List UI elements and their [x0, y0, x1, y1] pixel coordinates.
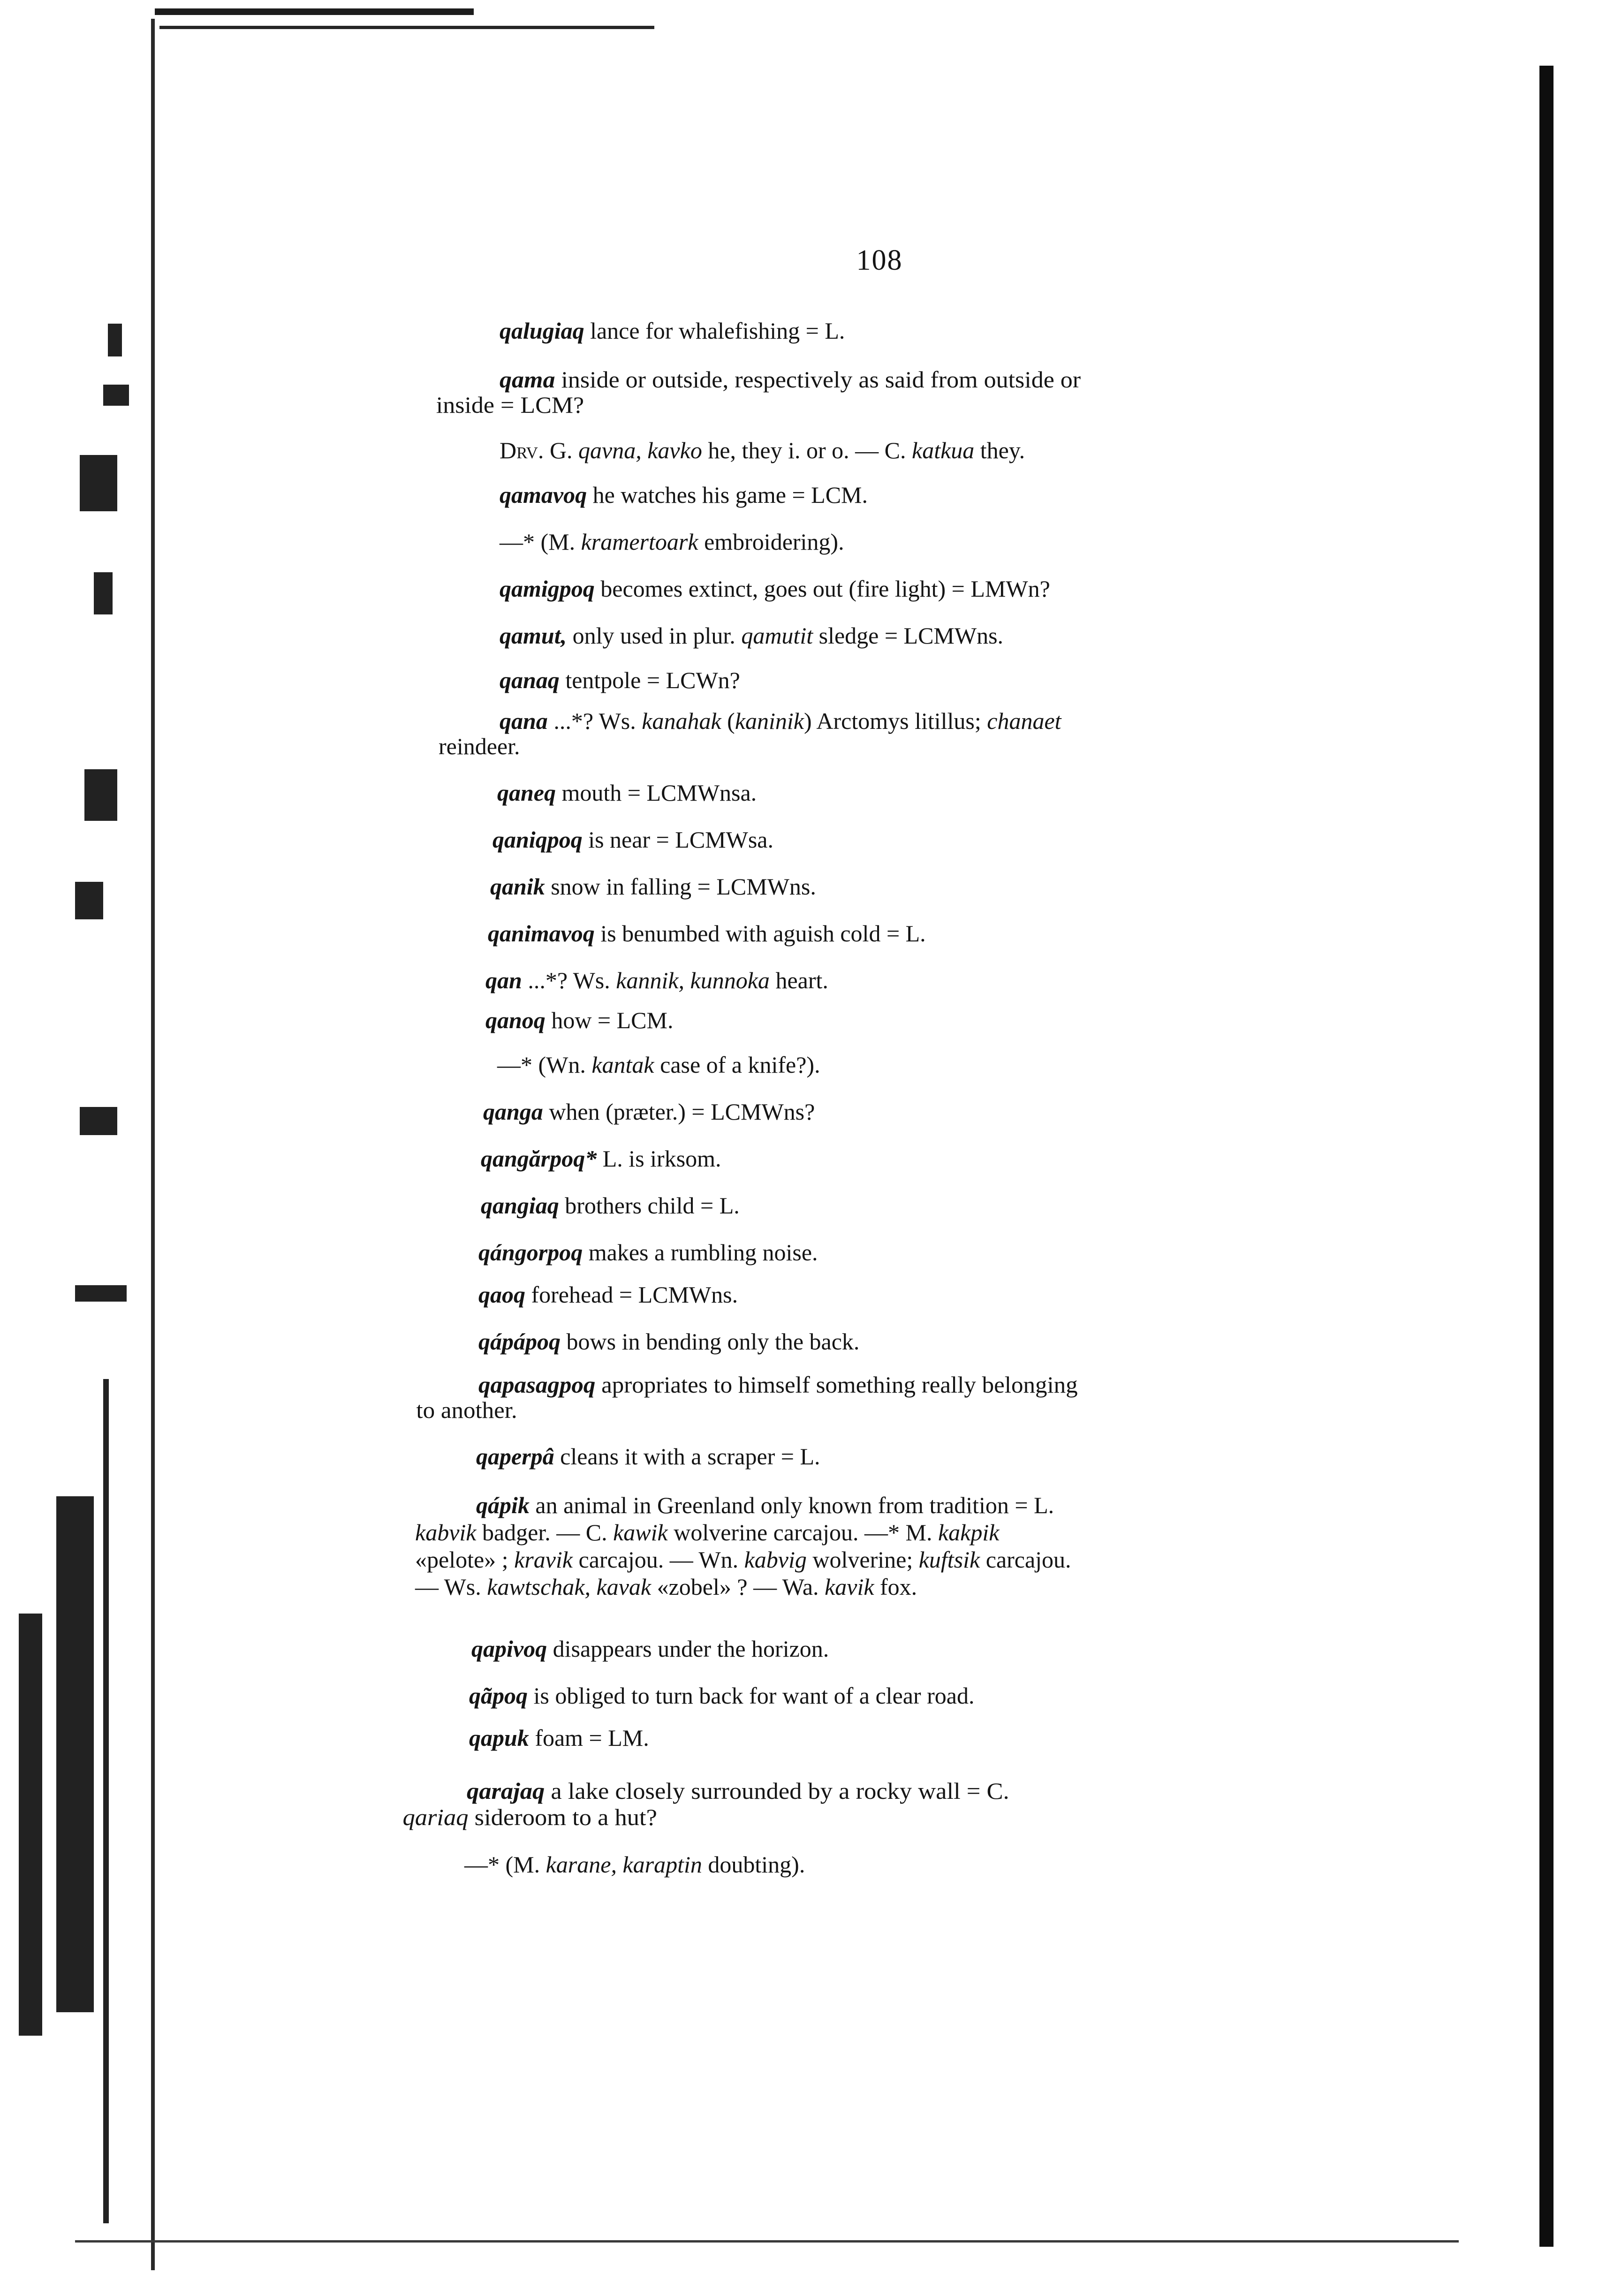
definition-line [415, 1546, 1071, 1573]
definition-continuation [403, 1804, 1009, 1830]
definition: carcajou. — Wn. [578, 1546, 739, 1573]
definition: cleans it with a scraper = L. [560, 1443, 820, 1470]
definition: carcajou. [985, 1546, 1071, 1573]
definition: ( [727, 708, 735, 734]
definition: sledge = LCMWns. [818, 622, 1004, 649]
entry-qapivoq [471, 1637, 829, 1660]
cognate-form: kabvig [744, 1546, 807, 1573]
entry-qanoq [485, 1008, 673, 1032]
entry-qapasagpoq [416, 1372, 1078, 1423]
headword: qángorpoq [478, 1239, 583, 1265]
definition: how = LCM. [551, 1007, 674, 1033]
cognate-form: kaninik [735, 708, 804, 734]
cognate-form: kannik, kunnoka [616, 967, 770, 993]
definition: is near = LCMWsa. [588, 826, 773, 853]
headword: qamigpoq [500, 576, 595, 602]
definition: disappears under the horizon. [553, 1636, 829, 1662]
cognate-form: qariaq [402, 1804, 469, 1830]
entry-qanimavoq [488, 922, 926, 945]
entry-qamavoq-note [500, 530, 844, 553]
definition: makes a rumbling noise. [588, 1239, 818, 1265]
entry-qarajaq-note [464, 1853, 805, 1876]
headword: qangărpoq* [481, 1145, 597, 1172]
binding-edge-marks [9, 19, 141, 2280]
entry-qamavoq [500, 483, 868, 507]
headword: qapuk [469, 1725, 529, 1751]
definition: tentpole = LCWn? [565, 667, 740, 693]
headword: qanik [490, 873, 545, 900]
headword: qanga [483, 1099, 543, 1125]
definition: sideroom to a hut? [474, 1804, 657, 1830]
entry-qamigpoq [500, 577, 1050, 600]
definition: heart. [775, 967, 828, 993]
definition: foam = LM. [535, 1725, 649, 1751]
headword: qápik [476, 1492, 530, 1518]
entry-qanik [490, 875, 816, 898]
entry-qamut [500, 624, 1003, 647]
scan-right-bar [1539, 66, 1553, 2247]
headword: qaniqpoq [493, 826, 583, 853]
definition: becomes extinct, goes out (fire light) = LMWn? [600, 576, 1050, 602]
cognate-form: kravik [514, 1546, 573, 1573]
cognate-form: kawtschak, kavak [487, 1574, 652, 1600]
entry-qanga [483, 1100, 815, 1123]
definition: ...*? Ws. [528, 967, 610, 993]
entry-qama-derivation [500, 439, 1025, 462]
definition: L. is irksom. [602, 1145, 721, 1172]
definition: mouth = LCMWnsa. [561, 780, 757, 806]
headword: qaneq [497, 780, 556, 806]
definition: brothers child = L. [565, 1192, 740, 1219]
entry-qapapoq [478, 1330, 859, 1353]
headword: qamut, [500, 622, 567, 649]
cognate-form: kuftsik [918, 1546, 980, 1573]
entry-qaoq [478, 1283, 738, 1306]
entry-qanoq-note [497, 1053, 820, 1076]
definition: lance for whalefishing = L. [590, 318, 845, 344]
definition: when (præter.) = LCMWns? [549, 1099, 815, 1125]
note-text: —* (M. [464, 1851, 540, 1878]
derivation-text: he, they i. or o. — C. [708, 437, 906, 463]
note-text: doubting). [708, 1851, 805, 1878]
headword: qãpoq [469, 1682, 528, 1709]
entry-qangarpoq [481, 1147, 721, 1170]
note-text: embroidering). [704, 529, 844, 555]
definition: wolverine; [812, 1546, 913, 1573]
definition-continuation: to another. [416, 1397, 517, 1423]
definition: inside or outside, respectively as said from outside or [561, 366, 1081, 393]
definition: is obliged to turn back for want of a clear road. [533, 1682, 975, 1709]
definition: fox. [880, 1574, 917, 1600]
headword: qarajaq [467, 1778, 545, 1804]
note-form: kramertoark [581, 529, 698, 555]
entry-qapuk [469, 1726, 649, 1750]
note-text: —* (Wn. [497, 1052, 586, 1078]
scan-frame-bottom [75, 2240, 1459, 2243]
page-number: 108 [856, 244, 903, 276]
scan-frame-top [155, 8, 474, 15]
entry-qama [436, 366, 1081, 418]
derivation-form: qavna, kavko [578, 437, 702, 463]
entry-qan [485, 969, 828, 992]
inflected-form: qamutit [741, 622, 813, 649]
definition: snow in falling = LCMWns. [551, 873, 816, 900]
cognate-form: chanaet [987, 708, 1061, 734]
entry-qapoq [469, 1684, 974, 1707]
entry-qaniqpoq [493, 828, 773, 851]
definition: forehead = LCMWns. [531, 1281, 738, 1308]
definition: he watches his game = LCM. [592, 482, 868, 508]
entry-qanaq [500, 668, 740, 692]
definition: is benumbed with aguish cold = L. [600, 920, 926, 947]
entry-qapik [415, 1492, 1071, 1600]
definition: bows in bending only the back. [566, 1328, 860, 1355]
headword: qangiaq [481, 1192, 559, 1219]
definition: — Ws. [415, 1574, 481, 1600]
definition: badger. — C. [482, 1519, 607, 1546]
definition-line [415, 1519, 1071, 1546]
entry-qaneq [497, 781, 757, 804]
headword: qalugiaq [500, 318, 584, 344]
cognate-form: kabvik [415, 1519, 477, 1546]
headword: qan [485, 967, 522, 993]
definition: «pelote» ; [415, 1546, 508, 1573]
derivation-form: katkua [912, 437, 975, 463]
definition: ) Arctomys litillus; [803, 708, 981, 734]
headword: qamavoq [500, 482, 587, 508]
note-form: kantak [591, 1052, 654, 1078]
headword: qana [500, 708, 548, 734]
cognate-form: kavik [825, 1574, 874, 1600]
derivation-label: Drv. [500, 437, 544, 463]
definition-continuation: reindeer. [439, 733, 520, 759]
entry-qana [439, 708, 1061, 759]
scan-frame-left [151, 19, 155, 2270]
entry-qangorpoq [478, 1241, 818, 1264]
entry-qarajaq [402, 1778, 1009, 1830]
derivation-text: they. [980, 437, 1025, 463]
headword: qanimavoq [488, 920, 595, 947]
entry-qangiaq [481, 1194, 740, 1217]
definition: wolverine carcajou. —* M. [674, 1519, 932, 1546]
definition: only used in plur. [572, 622, 735, 649]
note-form: karane, karaptin [546, 1851, 702, 1878]
derivation-text: G. [549, 437, 573, 463]
definition-line [415, 1573, 1071, 1600]
cognate-form: kawik [613, 1519, 668, 1546]
headword: qanoq [485, 1007, 546, 1033]
entry-qaperpa [476, 1445, 820, 1468]
definition: apropriates to himself something really belonging [601, 1372, 1078, 1398]
definition: a lake closely surrounded by a rocky wall = C. [551, 1778, 1009, 1804]
note-text: —* (M. [500, 529, 576, 555]
definition: «zobel» ? — Wa. [657, 1574, 819, 1600]
headword: qapivoq [471, 1636, 547, 1662]
cognate-form: kanahak [642, 708, 721, 734]
definition: an animal in Greenland only known from tradition = L. [535, 1492, 1054, 1518]
headword: qama [500, 366, 555, 393]
definition-continuation: inside = LCM? [436, 392, 584, 418]
headword: qaoq [478, 1281, 525, 1308]
scan-frame-top-rule [159, 26, 654, 29]
cognate-form: kakpik [938, 1519, 1000, 1546]
entry-qalugiaq [500, 319, 845, 342]
headword: qaperpâ [476, 1443, 554, 1470]
note-text: case of a knife?). [660, 1052, 820, 1078]
headword: qanaq [500, 667, 560, 693]
headword: qápápoq [478, 1328, 561, 1355]
headword: qapasagpoq [478, 1372, 596, 1398]
definition: ...*? Ws. [553, 708, 636, 734]
